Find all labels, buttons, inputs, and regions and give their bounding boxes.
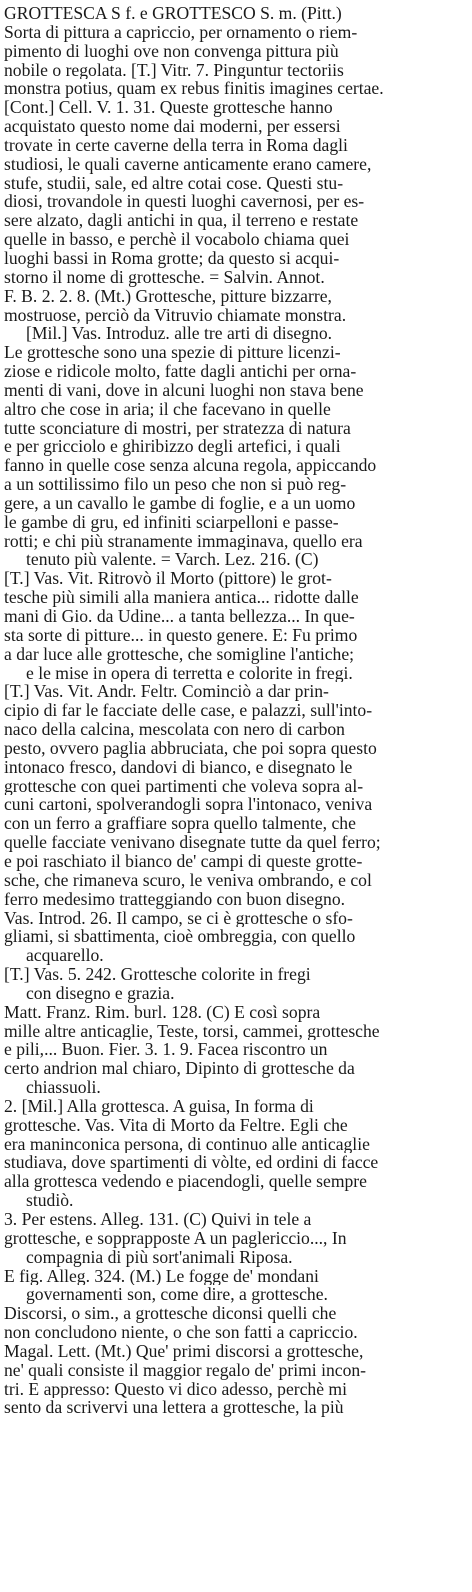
entry-line: 3. Per estens. Alleg. 131. (C) Quivi in tele a — [4, 1210, 312, 1229]
entry-line: trovate in certe caverne della terra in Roma dagli — [4, 135, 348, 155]
entry-line: monstra potius, quam ex rebus finitis imagines certae. — [4, 79, 384, 99]
entry-line: studiava, dove spartimenti di vòlte, ed ordini di facce — [4, 1153, 379, 1173]
entry-line: quelle in basso, e perchè il vocabolo chiama quei — [4, 230, 350, 249]
entry-line: cuni cartoni, spolverandogli sopra l'intonaco, veniva — [4, 795, 373, 815]
entry-line: tri. E appresso: Questo vi dico adesso, perchè mi — [4, 1379, 347, 1399]
entry-line: Vas. Introd. 26. Il campo, se ci è grottesche o sfo- — [4, 908, 353, 928]
entry-line: Sorta di pittura a capriccio, per ornamento o riem- — [4, 22, 358, 42]
entry-line: [T.] Vas. 5. 242. Grottesche colorite in fregi — [4, 965, 311, 984]
entry-line: non concludono niente, o che son fatti a capriccio. — [4, 1323, 358, 1342]
entry-line: menti di vani, dove in alcuni luoghi non stava bene — [4, 380, 364, 400]
entry-line: a dar luce alle grottesche, che somigline l'antiche; — [4, 644, 355, 664]
entry-line: altro che cose in aria; il che facevano in quelle — [4, 399, 331, 419]
entry-line: mostruose, perciò da Vitruvio chiamate monstra. — [4, 305, 347, 325]
entry-line: GROTTESCA S f. e GROTTESCO S. m. (Pitt.) — [4, 4, 342, 23]
entry-line: mani di Gio. da Udine... a tanta bellezza... In que- — [4, 607, 355, 626]
entry-line: cipio di far le facciate delle case, e palazzi, sull'into- — [4, 701, 373, 721]
entry-line: grottesche, e sopprapposte A un paglericcio..., In — [4, 1228, 347, 1248]
entry-line: nobile o regolata. [T.] Vitr. 7. Pinguntur tectoriis — [4, 60, 344, 80]
entry-line: a un sottilissimo filo un peso che non si può reg- — [4, 475, 347, 494]
entry-line: compagnia di più sort'animali Riposa. — [26, 1247, 293, 1267]
entry-line: sento da scrivervi una lettera a grottesche, la più — [4, 1398, 344, 1418]
entry-line: rotti; e chi più stranamente immaginava, quello era — [4, 531, 363, 551]
entry-line: ne' quali consiste il maggior regalo de' primi incon- — [4, 1360, 367, 1380]
entry-line: certo andrion mal chiaro, Dipinto di grottesche da — [4, 1059, 355, 1079]
entry-line: chiassuoli. — [26, 1078, 101, 1097]
entry-line: mille altre anticaglie, Teste, torsi, cammei, grottesche — [4, 1021, 380, 1041]
entry-line: intonaco fresco, dandovi di bianco, e disegnato le — [4, 757, 353, 777]
entry-line: quelle facciate venivano disegnate tutte da quel ferro; — [4, 833, 381, 852]
entry-line: ziose e ridicole molto, fatte dagli antichi per orna- — [4, 362, 357, 381]
entry-line: diosi, trovandole in questi luoghi cavernosi, per es- — [4, 192, 365, 212]
entry-line: luoghi bassi in Roma grotte; da questo si acqui- — [4, 248, 340, 268]
entry-line: acquistato questo nome dai moderni, per essersi — [4, 117, 341, 136]
entry-line: con un ferro a graffiare sopra quello talmente, che — [4, 814, 356, 834]
entry-line: e le mise in opera di terretta e colorite in fregi. — [26, 663, 353, 683]
entry-line: sere alzato, dagli antichi in qua, il terreno e restate — [4, 211, 359, 231]
entry-line: tutte sconciature di mostri, per stratezza di natura — [4, 418, 351, 438]
entry-line: con disegno e grazia. — [26, 983, 175, 1003]
entry-line: governamenti son, come dire, a grottesche. — [26, 1285, 328, 1305]
entry-line: ferro medesimo tratteggiando con buon disegno. — [4, 889, 346, 909]
entry-line: E fig. Alleg. 324. (M.) Le fogge de' mondani — [4, 1266, 319, 1286]
entry-line: e pili,... Buon. Fier. 3. 1. 9. Facea riscontro un — [4, 1040, 328, 1060]
entry-line: sta sorte di pitture... in questo genere. E: Fu primo — [4, 625, 358, 645]
entry-line: [Cont.] Cell. V. 1. 31. Queste grottesche hanno — [4, 98, 333, 118]
entry-line: Magal. Lett. (Mt.) Que' primi discorsi a grottesche, — [4, 1341, 364, 1361]
entry-line: grottesche. Vas. Vita di Morto da Feltre. Egli che — [4, 1115, 348, 1135]
entry-line: [T.] Vas. Vit. Ritrovò il Morto (pittore) le grot- — [4, 569, 332, 589]
entry-line: e poi raschiato il bianco de' campi di queste grotte- — [4, 851, 363, 871]
entry-line: fanno in quelle cose senza alcuna regola, appiccando — [4, 456, 377, 476]
entry-line: pesto, ovvero paglia abbruciata, che poi sopra questo — [4, 738, 377, 758]
dictionary-entry — [4, 4, 466, 1417]
entry-line: [T.] Vas. Vit. Andr. Feltr. Cominciò a dar prin- — [4, 682, 329, 702]
entry-line: stufe, studii, sale, ed altre cotai cose. Questi stu- — [4, 173, 344, 193]
entry-line: [Mil.] Vas. Introduz. alle tre arti di disegno. — [26, 324, 333, 344]
entry-line: studiosi, le quali caverne anticamente erano camere, — [4, 154, 372, 174]
entry-line: gere, a un cavallo le gambe di foglie, e a un uomo — [4, 493, 356, 513]
entry-line: alla grottesca vedendo e piacendogli, quelle sempre — [4, 1172, 367, 1192]
entry-line: acquarello. — [26, 946, 104, 966]
entry-line: F. B. 2. 2. 8. (Mt.) Grottesche, pitture bizzarre, — [4, 286, 332, 306]
entry-line: sche, che rimaneva scuro, le veniva ombrando, e col — [4, 870, 372, 890]
entry-line: 2. [Mil.] Alla grottesca. A guisa, In forma di — [4, 1096, 314, 1116]
entry-line: era maninconica persona, di continuo alle anticaglie — [4, 1134, 370, 1154]
entry-line: tesche più simili alla maniera antica... ridotte dalle — [4, 588, 359, 607]
entry-line: le gambe di gru, ed infiniti sciarpelloni e passe- — [4, 512, 339, 532]
entry-line: e per gricciolo e ghiribizzo degli artefici, i quali — [4, 437, 341, 457]
entry-line: storno il nome di grottesche. = Salvin. Annot. — [4, 267, 325, 287]
entry-line: grottesche con quei partimenti che voleva sopra al- — [4, 776, 364, 796]
entry-line: pimento di luoghi ove non convenga pittura più — [4, 41, 339, 61]
entry-line: studiò. — [26, 1191, 74, 1210]
entry-line: Le grottesche sono una spezie di pitture licenzi- — [4, 343, 341, 363]
entry-line: Discorsi, o sim., a grottesche diconsi quelli che — [4, 1304, 337, 1324]
entry-line: naco della calcina, mescolata con nero di carbon — [4, 720, 345, 739]
entry-line: tenuto più valente. = Varch. Lez. 216. (C) — [26, 550, 319, 570]
entry-line: gliami, si sbattimenta, cioè ombreggia, con quello — [4, 927, 356, 947]
entry-line: Matt. Franz. Rim. burl. 128. (C) E così sopra — [4, 1002, 321, 1022]
